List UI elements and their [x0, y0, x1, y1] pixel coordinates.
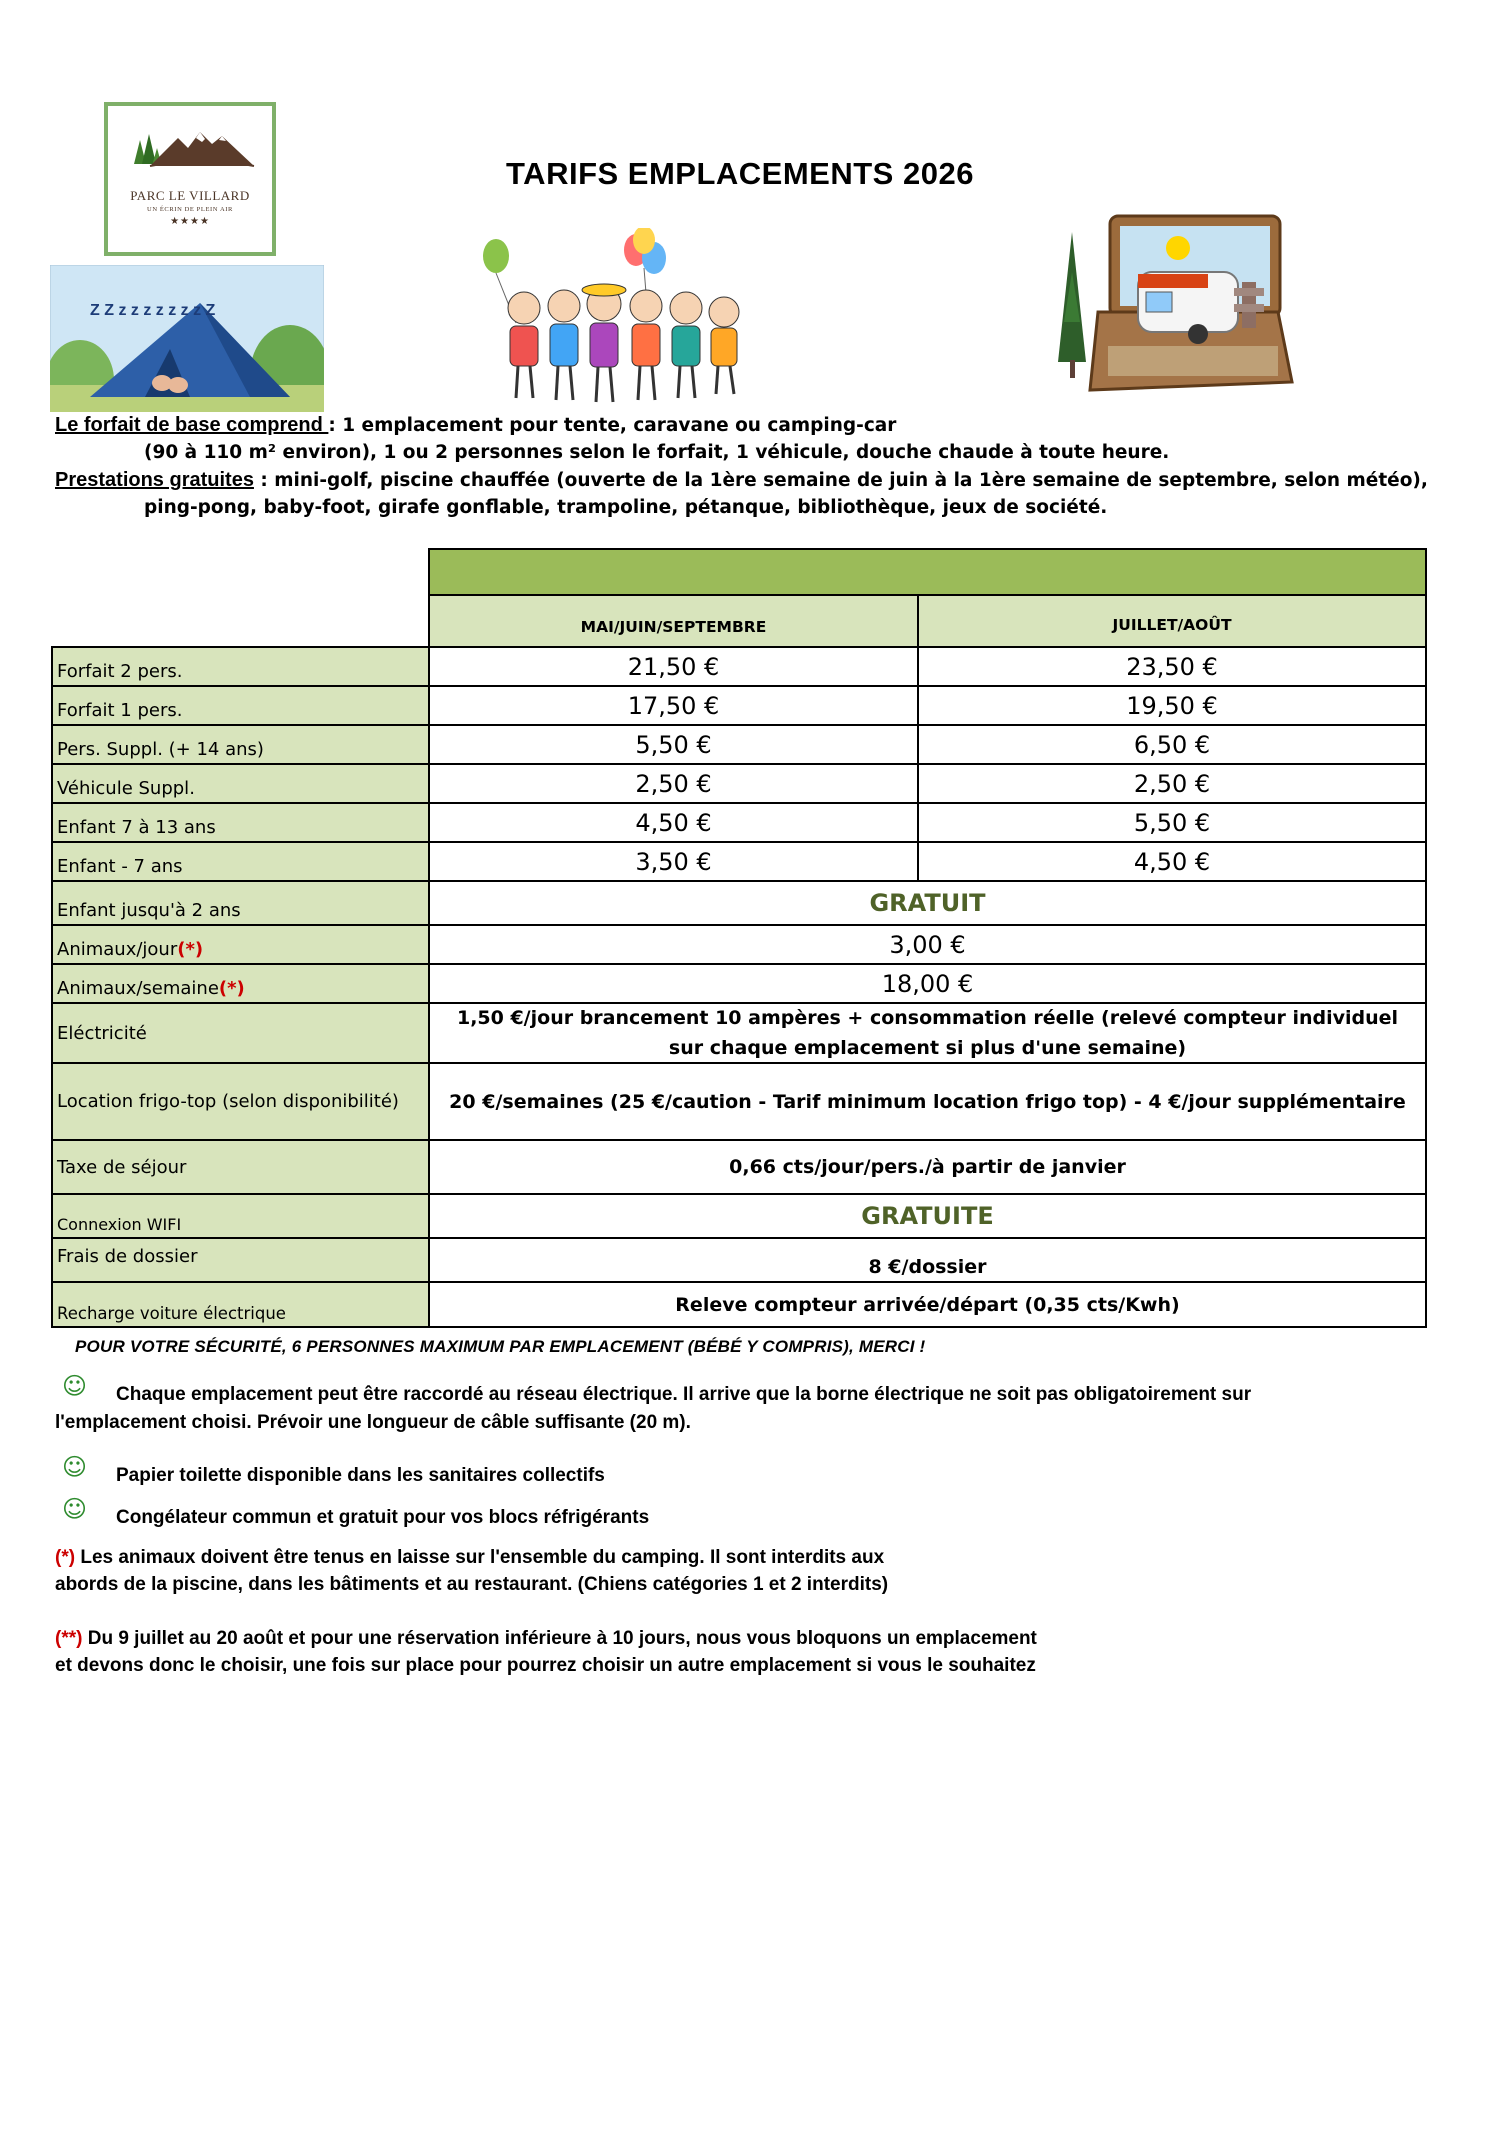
- table-row: [51, 843, 1427, 882]
- smiley-icon: ☺: [62, 1453, 88, 1481]
- table-row: [51, 804, 1427, 843]
- toilet-paper-note: Papier toilette disponible dans les sanitaires collectifs: [116, 1465, 605, 1486]
- row-label: Eléctricité: [51, 1004, 428, 1064]
- free-services-heading: Prestations gratuites: [55, 469, 254, 491]
- fridge-price: 20 €/semaines (25 €/caution - Tarif minimum location frigo top) - 4 €/jour supplémentaire: [428, 1064, 1427, 1141]
- price-high-season: 23,50 €: [917, 648, 1427, 687]
- table-row: [51, 882, 1427, 926]
- kids-balloons-image: [478, 228, 760, 413]
- pets-footnote-line1: [55, 1544, 884, 1571]
- wifi-price: GRATUITE: [428, 1195, 1427, 1239]
- table-row: [51, 1283, 1427, 1328]
- base-package-sep: :: [328, 415, 343, 436]
- price-high-season: 19,50 €: [917, 687, 1427, 726]
- footnote-marker: (**): [55, 1628, 83, 1649]
- row-label: Véhicule Suppl.: [51, 765, 428, 804]
- footnote-marker: (*): [177, 939, 204, 960]
- row-label: Enfant 7 à 13 ans: [51, 804, 428, 843]
- logo-name: PARC LE VILLARD: [130, 188, 250, 203]
- fees-price: 8 €/dossier: [428, 1239, 1427, 1283]
- row-label-text: Animaux/jour: [57, 939, 178, 960]
- row-label: Location frigo-top (selon disponibilité): [51, 1064, 428, 1141]
- free-services-sep: :: [253, 470, 275, 491]
- base-package-heading: Le forfait de base comprend: [55, 414, 329, 436]
- table-row: [51, 726, 1427, 765]
- row-label: Enfant jusqu'à 2 ans: [51, 882, 428, 926]
- free-services-text: mini-golf, piscine chauffée (ouverte de la 1ère semaine de juin à la 1ère semaine de septembre, selon météo),: [274, 470, 1428, 491]
- logo-stars: ★★★★: [170, 216, 210, 227]
- pets-footnote-text: Les animaux doivent être tenus en laisse sur l'ensemble du camping. Il sont interdits aux: [75, 1547, 885, 1568]
- july-footnote-line1: [55, 1625, 1037, 1652]
- ev-charging-price: Releve compteur arrivée/départ (0,35 cts/Kwh): [428, 1283, 1427, 1328]
- footnote-marker: (*): [55, 1547, 76, 1568]
- pets-footnote-line2: abords de la piscine, dans les bâtiments et au restaurant. (Chiens catégories 1 et 2 interdits): [55, 1574, 889, 1595]
- logo-tagline: UN ÉCRIN DE PLEIN AIR: [147, 206, 233, 213]
- pets-week-price: 18,00 €: [428, 965, 1427, 1004]
- page-title: TARIFS EMPLACEMENTS 2026: [506, 156, 974, 191]
- smiley-icon: ☺: [62, 1495, 88, 1523]
- free-services-line: [55, 469, 1428, 492]
- electric-note-line1: Chaque emplacement peut être raccordé au réseau électrique. Il arrive que la borne électrique ne soit pas obligatoirement sur: [116, 1384, 1252, 1405]
- row-label: Frais de dossier: [51, 1239, 428, 1283]
- table-row: [51, 926, 1427, 965]
- row-label: Forfait 1 pers.: [51, 687, 428, 726]
- row-label: Taxe de séjour: [51, 1141, 428, 1195]
- table-row: [51, 765, 1427, 804]
- safety-notice: POUR VOTRE SÉCURITÉ, 6 PERSONNES MAXIMUM PAR EMPLACEMENT (BÉBÉ Y COMPRIS), MERCI !: [75, 1337, 926, 1356]
- col-header-low-season: MAI/JUIN/SEPTEMBRE: [428, 596, 917, 648]
- row-label: Forfait 2 pers.: [51, 648, 428, 687]
- price-low-season: 2,50 €: [428, 765, 917, 804]
- row-label: Pers. Suppl. (+ 14 ans): [51, 726, 428, 765]
- base-package-text: 1 emplacement pour tente, caravane ou camping-car: [342, 415, 897, 436]
- base-package-detail: (90 à 110 m² environ), 1 ou 2 personnes selon le forfait, 1 véhicule, douche chaude à toute heure.: [144, 442, 1170, 463]
- price-low-season: 17,50 €: [428, 687, 917, 726]
- price-low-season: 5,50 €: [428, 726, 917, 765]
- price-low-season: 3,50 €: [428, 843, 917, 882]
- table-row: [51, 1195, 1427, 1239]
- table-row: [51, 687, 1427, 726]
- smiley-icon: ☺: [62, 1372, 88, 1400]
- col-header-high-season: JUILLET/AOÛT: [917, 596, 1427, 648]
- header-band: [428, 548, 1427, 596]
- pets-day-price: 3,00 €: [428, 926, 1427, 965]
- price-low-season: 4,50 €: [428, 804, 917, 843]
- price-high-season: 4,50 €: [917, 843, 1427, 882]
- infant-price: GRATUIT: [428, 882, 1427, 926]
- price-high-season: 2,50 €: [917, 765, 1427, 804]
- price-low-season: 21,50 €: [428, 648, 917, 687]
- free-services-detail: ping-pong, baby-foot, girafe gonflable, trampoline, pétanque, bibliothèque, jeux de société.: [144, 497, 1108, 518]
- base-package-line: [55, 414, 896, 437]
- table-row: [51, 1064, 1427, 1141]
- july-footnote-line2: et devons donc le choisir, une fois sur place pour pourrez choisir un autre emplacement si vous le souhaitez: [55, 1655, 1036, 1676]
- electric-note-line2: l'emplacement choisi. Prévoir une longueur de câble suffisante (20 m).: [55, 1412, 691, 1433]
- suitcase-caravan-image: [1028, 212, 1294, 404]
- row-label: Recharge voiture électrique: [51, 1283, 428, 1328]
- row-label: Enfant - 7 ans: [51, 843, 428, 882]
- row-label-text: Animaux/semaine: [57, 978, 219, 999]
- price-high-season: 5,50 €: [917, 804, 1427, 843]
- table-row: [51, 1141, 1427, 1195]
- tax-price: 0,66 cts/jour/pers./à partir de janvier: [428, 1141, 1427, 1195]
- electricity-price: 1,50 €/jour brancement 10 ampères + consommation réelle (relevé compteur individuel sur chaque emplacement si plus d'une semaine): [428, 1004, 1427, 1064]
- table-row: [51, 648, 1427, 687]
- table-row: [51, 1239, 1427, 1283]
- svg-text:Z Z z z z z z z z Z: Z Z z z z z z z z Z: [90, 302, 216, 319]
- footnote-marker: (*): [218, 978, 245, 999]
- row-label: [51, 965, 428, 1004]
- sleeping-tent-image: [50, 265, 324, 412]
- july-footnote-text: Du 9 juillet au 20 août et pour une réservation inférieure à 10 jours, nous vous bloquons un emplacement: [82, 1628, 1037, 1649]
- row-label: Connexion WIFI: [51, 1195, 428, 1239]
- freezer-note: Congélateur commun et gratuit pour vos blocs réfrigérants: [116, 1507, 650, 1528]
- row-label: [51, 926, 428, 965]
- table-row: [51, 965, 1427, 1004]
- table-row: [51, 1004, 1427, 1064]
- price-high-season: 6,50 €: [917, 726, 1427, 765]
